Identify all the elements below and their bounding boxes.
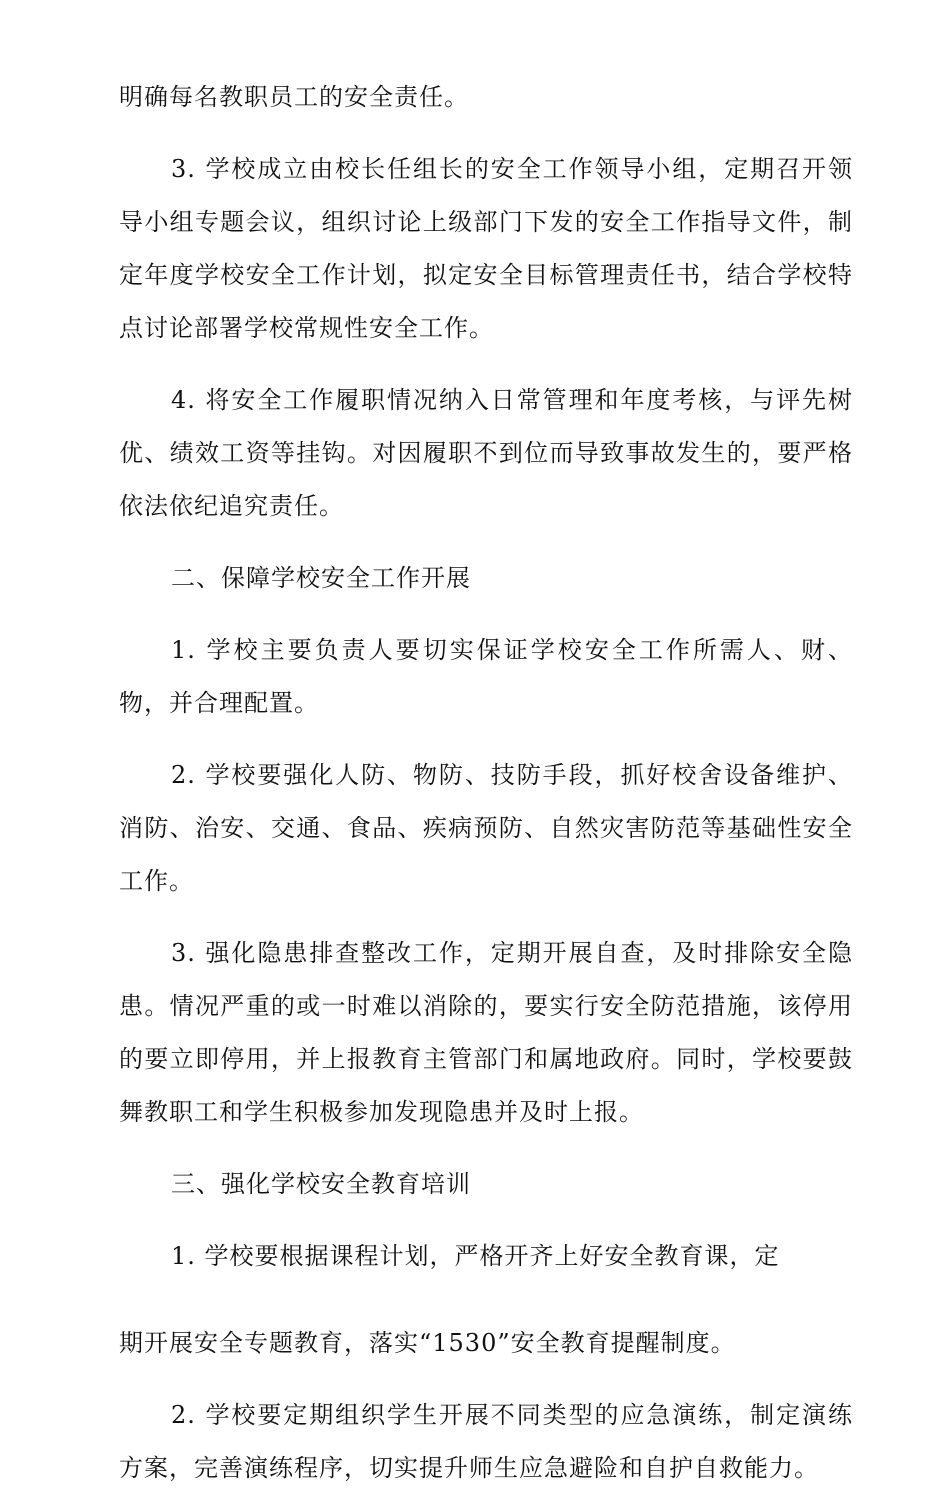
paragraph-item-2-prevention: 2. 学校要强化人防、物防、技防手段，抓好校舍设备维护、消防、治安、交通、食品、疾病预防、自然灾害防范等基础性安全工作。 (119, 761, 853, 895)
paragraph-item-4-performance-assessment: 4. 将安全工作履职情况纳入日常管理和年度考核，与评先树优、绩效工资等挂钩。对因履职不到位而导致事故发生的，要严格依法依纪追究责任。 (119, 386, 853, 520)
paragraph-item-3-hazard-inspection: 3. 强化隐患排查整改工作，定期开展自查，及时排除安全隐患。情况严重的或一时难以消除的，要实行安全防范措施，该停用的要立即停用，并上报教育主管部门和属地政府。同时，学校要鼓舞教职工和学生积极参加发现隐患并及时上报。 (119, 939, 853, 1126)
paragraph-safety-education-1530: 期开展安全专题教育，落实“1530”安全教育提醒制度。 (119, 1329, 736, 1357)
paragraph-item-3-leadership-group: 3. 学校成立由校长任组长的安全工作领导小组，定期召开领导小组专题会议，组织讨论上级部门下发的安全工作指导文件，制定年度学校安全工作计划，拟定安全目标管理责任书，结合学校特点讨论部署学校常规性安全工作。 (119, 155, 853, 342)
paragraph-item-1-safety-course: 1. 学校要根据课程计划，严格开齐上好安全教育课，定 (171, 1242, 780, 1270)
section-heading-3: 三、强化学校安全教育培训 (171, 1170, 471, 1198)
paragraph-responsibility: 明确每名教职员工的安全责任。 (119, 83, 469, 111)
section-heading-2: 二、保障学校安全工作开展 (171, 564, 471, 592)
paragraph-item-1-resources: 1. 学校主要负责人要切实保证学校安全工作所需人、财、物，并合理配置。 (119, 636, 853, 717)
document-body (119, 71, 853, 1495)
paragraph-item-2-emergency-drills: 2. 学校要定期组织学生开展不同类型的应急演练，制定演练方案，完善演练程序，切实提升师生应急避险和自护自救能力。 (119, 1401, 853, 1482)
